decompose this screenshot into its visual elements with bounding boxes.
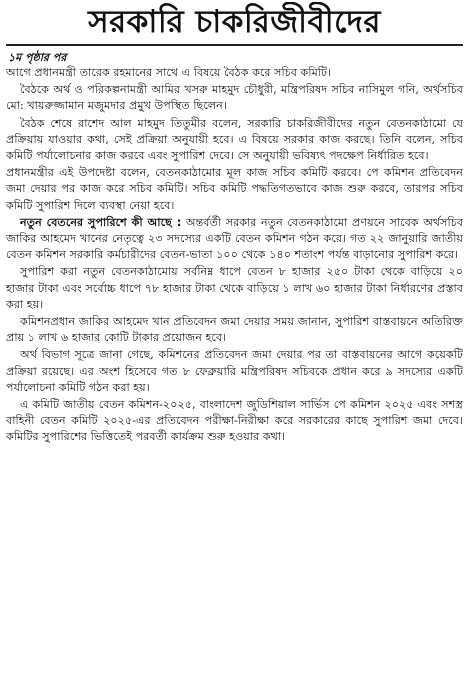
continuation-label: ১ম পৃষ্ঠার পর bbox=[8, 51, 67, 64]
paragraph-text: প্রধানমন্ত্রীর এই উপদেষ্টা বলেন, বেতনকাঠামোর মূল কাজ সচিব কমিটি করবে। পে কমিশন প্রতিবেদন জমা দেয়ার পর কাজ করে সচিব কমিটি। সচিব কমিটি পদ্ধতিগতভাবে কাজ শুরু করবে, তারপর সচিব কমিটি সুপারিশ দিলে ব্যবস্থা নেয়া হবে। bbox=[6, 166, 463, 212]
paragraph-9 bbox=[6, 397, 463, 446]
paragraph-8 bbox=[6, 347, 463, 396]
headline-rule bbox=[6, 44, 463, 46]
paragraph-text: অন্তর্বর্তী সরকার নতুন বেতনকাঠামো প্রণয়নে সাবেক অর্থসচিব জাকির আহমেদ খানের নেতৃত্বে ২৩ সদস্যের একটি বেতন কমিশন গঠন করে। গত ২২ জানুয়ারি জাতীয় বেতন কমিশন সরকারি কর্মচারীদের বেতন-ভাতা ১০০ থেকে ১৪০ শতাংশ পর্যন্ত বাড়ানোর সুপারিশ করে। bbox=[6, 215, 463, 262]
paragraph-text: কমিশনপ্রধান জাকির আহমেদ খান প্রতিবেদন জমা দেয়ার সময় জানান, সুপারিশ বাস্তবায়নে অতিরিক্ত প্রায় ১ লাখ ৬ হাজার কোটি টাকার প্রয়োজন হবে। bbox=[6, 315, 463, 345]
paragraph-text: আগে প্রধানমন্ত্রী তারেক রহমানের সাথে এ বিষয়ে বৈঠক করে সচিব কমিটি। bbox=[6, 66, 332, 79]
paragraph-text: বৈঠকে অর্থ ও পরিকল্পনামন্ত্রী আমির খসরু মাহমুদ চৌধুরী, মন্ত্রিপরিষদ সচিব নাসিমুল গনি, অর্থসচিব মো: খায়রুজ্জামান মজুমদার প্রমুখ উপস্থিত ছিলেন। bbox=[6, 83, 463, 113]
paragraph-4 bbox=[6, 165, 463, 214]
paragraph-text: বৈঠক শেষে রাশেদ আল মাহমুদ তিতুমীর বলেন, সরকারি চাকরিজীবীদের নতুন বেতনকাঠামো যে প্রক্রিয়ায় যাওয়ার কথা, সেই প্রক্রিয়া অনুযায়ী হবে। এ বিষয়ে সরকার কাজ করছে। তিনি বলেন, সচিব কমিটি পর্যালোচনার কাজ করবে এবং সুপারিশ দেবে। সে অনুযায়ী ভবিষ্যৎ পদক্ষেপ নির্ধারিত হবে। bbox=[6, 116, 463, 163]
paragraph-6 bbox=[6, 264, 463, 313]
section-subheading: নতুন বেতনের সুপারিশে কী আছে : bbox=[20, 215, 182, 229]
paragraph-3 bbox=[6, 116, 463, 165]
paragraph-5 bbox=[6, 215, 463, 264]
paragraph-2 bbox=[6, 82, 463, 114]
paragraph-text: সুপারিশ করা নতুন বেতনকাঠামোয় সর্বনিম্ন ধাপে বেতন ৮ হাজার ২৫০ টাকা থেকে বাড়িয়ে ২০ হাজার টাকা এবং সর্বোচ্চ ধাপে ৭৮ হাজার টাকা থেকে বাড়িয়ে ১ লাখ ৬০ হাজার টাকা নির্ধারণের প্রস্তাব করা হয়। bbox=[6, 265, 463, 311]
paragraph-7 bbox=[6, 314, 463, 346]
paragraph-1 bbox=[6, 65, 463, 81]
headline: সরকারি চাকরিজীবীদের bbox=[88, 4, 381, 40]
paragraph-text: অর্থ বিভাগ সূত্রে জানা গেছে, কমিশনের প্রতিবেদন জমা দেয়ার পর তা বাস্তবায়নের আগে কয়েকটি প্রক্রিয়া রয়েছে। এর অংশ হিসেবে গত ৮ ফেব্রুয়ারি মন্ত্রিপরিষদ সচিবকে প্রধান করে ৯ সদস্যের একটি পর্যালোচনা কমিটি গঠন করা হয়। bbox=[6, 348, 463, 394]
paragraph-text: এ কমিটি জাতীয় বেতন কমিশন-২০২৫, বাংলাদেশ জুডিশিয়াল সার্ভিস পে কমিশন ২০২৫ এবং সশস্ত্র বাহিনী বেতন কমিটি ২০২৫-এর প্রতিবেদন পরীক্ষা-নিরীক্ষা করে সরকারের কাছে সুপারিশ জমা দেবে। কমিটির সুপারিশের ভিত্তিতেই পরবর্তী কার্যক্রম শুরু হওয়ার কথা। bbox=[6, 398, 463, 444]
article-body bbox=[6, 65, 463, 446]
